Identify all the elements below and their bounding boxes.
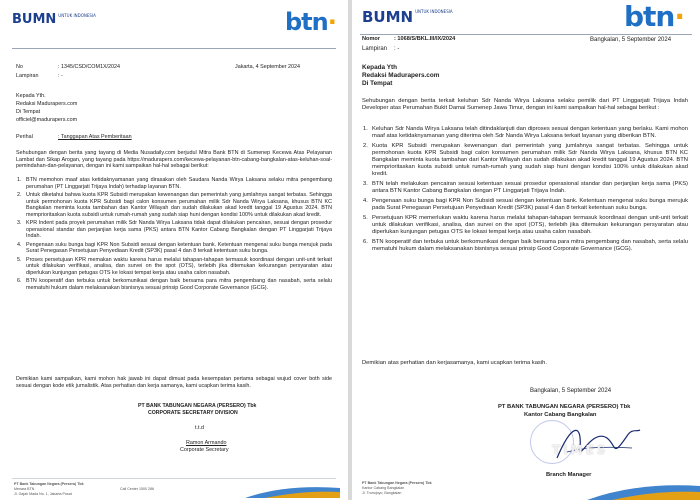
footer-branch: Kantor Cabang Bangkalan: [362, 486, 405, 490]
footer-wave-graphic: [587, 478, 700, 500]
lampiran-label: Lampiran: [16, 73, 39, 79]
recipient-place: Di Tempat: [362, 80, 393, 87]
footer-building: Menara BTN: [14, 487, 35, 491]
letter-date: Bangkalan, 5 September 2024: [590, 37, 672, 43]
nomor-label: Nomor: [362, 36, 381, 42]
signer-title: Corporate Secretary: [180, 447, 229, 453]
nomor-value: : 1068/S/BKL.III/IX/2024: [394, 36, 456, 42]
list-item: 2. Kuota KPR Subsidi merupakan kewenangan dari pemerintah yang jumlahnya sangat terbatas. Sehingga untuk permohonan kuota KPR Subsidi bagi calon konsumen perumahan milik Sdr Nanda Wirya Laksana, khusus BTN KC Bangkalan meminta kuota tambahan dari Kantor Wilayah dan sudah dilakukan akad kredit tanggal 19 Agustus 2024. BTN memprioritaskan kuota subsidi untuk rumah-rumah yang sudah siap huni dengan kondisi 100% untuk dilakukan akad kredit.: [363, 143, 688, 177]
bumn-logo: BUMN UNTUK INDONESIA: [12, 12, 96, 27]
kepada: Kepada Yth.: [16, 93, 46, 99]
kepada: Kepada Yth: [362, 64, 398, 71]
closing-paragraph: Demikian kami sampaikan, kami mohon hak jawab ini dapat dimuat pada kesempatan pertama sebagai wujud cover both side sesuai dengan kode etik jurnalistik. Atas perhatian dan kerja samanya, kami ucapkan terima kasih.: [16, 376, 332, 389]
list-item: 5. Proses persetujuan KPR memakan waktu karena harus melalui tahapan-tahapan termasuk koordinasi dengan unit-unit terkait untuk dilakukan verifikasi, analisa, dan survei on the spot (OTS), terlebih jika ditemukan kekurangan persyaratan atau diperlukan kunjungan petugas OTS ke lokasi tempat kerja atau usaha calon nasabah.: [17, 256, 332, 276]
list-item: 6. BTN kooperatif dan terbuka untuk berkomunikasi dengan baik bersama para mitra pengembang dan nasabah, serta selalu mematuhi hukum dalam melaksanakan bisnisnya sesuai prinsip Good Corporate Governance (GCG).: [17, 278, 332, 291]
footer-address: Jl. Trunojoyo, Bangkalan: [362, 491, 402, 495]
header-rule: [360, 34, 692, 35]
footer-wave-graphic: [245, 480, 340, 498]
points-list: [363, 126, 688, 256]
letter-date: Jakarta, 4 September 2024: [235, 64, 301, 70]
division-name: CORPORATE SECRETARY DIVISION: [148, 410, 238, 416]
signer-title: Branch Manager: [546, 472, 592, 478]
sign-date: Bangkalan, 5 September 2024: [530, 388, 612, 394]
lampiran-value: : -: [394, 46, 400, 52]
btn-logo: btn·: [285, 8, 336, 36]
company-name: PT BANK TABUNGAN NEGARA (PERSERO) Tbk: [138, 403, 257, 409]
ttd: t.t.d: [195, 425, 204, 431]
closing-paragraph: Demikian atas perhatian dan kerjasamanya, kami ucapkan terima kasih.: [362, 360, 547, 366]
perihal-value: : Tanggapan Atas Pemberitaan: [58, 134, 132, 140]
recipient-email: officiel@madurapers.com: [16, 117, 78, 123]
nomor-label: No: [16, 64, 23, 70]
signer-name: Ramon Armando: [186, 440, 227, 446]
letter-right: [352, 0, 700, 500]
lampiran-value: : -: [58, 73, 63, 79]
list-item: 1. BTN memohon maaf atas ketidaknyamanan yang dirasakan oleh Saudara Nanda Wirya Laksana selaku mitra pengembang perumahan (PT Linggarjati Trijaya Indah) terhadap layanan BTN.: [17, 177, 332, 190]
perihal-label: Perihal: [16, 134, 33, 140]
header-rule: [12, 48, 336, 49]
company-name: PT BANK TABUNGAN NEGARA (PERSERO) Tbk: [498, 404, 631, 410]
footer-company: PT Bank Tabungan Negara (Persero) Tbk: [362, 481, 432, 485]
list-item: 2. Untuk diketahui bahwa kuota KPR Subsidi merupakan kewenangan dan pemerintah yang jumlahnya sangat terbatas. Sehingga untuk permohonan kuota KPR Subsidi bagi calon konsumen perumahan milik Sdr Nanda Wirya Laksana, khusus BTN KC Bangkalan meminta kuota tambahan dan Kantor Wilayah dan sudah dilakukan akad kredit tanggal 19 Agustus 2024. BTN memprioritaskan kuota subsidi untuk rumah-rumah yang sudah siap huni dengan kondisi 100% untuk dilakukan akad kredit.: [17, 192, 332, 218]
list-item: 4. Pengenaan suku bunga bagi KPR Non Subsidi sesuai dengan ketentuan bank. Ketentuan mengenai suku bunga merujuk pada Surat Penegasan Persetujuan Penyediaan Kredit (SP3K) pasal 4 dan 8 terkait ketentuan suku bunga.: [17, 241, 332, 254]
footer-callcenter: Call Center 1500 286: [120, 487, 154, 491]
lampiran-label: Lampiran: [362, 46, 388, 52]
list-item: 3. KPR Indent pada proyek perumahan milik Sdr Nanda Wirya Laksana tidak dapat dilakukan pencairan, sesuai dengan prosedur operasional standar dan perjanjian kerja sama (PKS) antara BTN Kantor Cabang Bangkalan dengan PT Linggarjati Trijaya Indah.: [17, 220, 332, 239]
btn-logo: btn·: [624, 0, 685, 33]
intro-paragraph: Sehubungan dengan berita yang tayang di Media Nusadaily.com berjudul Mitra Bank BTN di Sumenep Kecewa Atas Pelayanan Lambat dan Sikap Arogan, yang tayang pada https://madurapers.com/kecewa-pelayanan-btn-cabang-bangkalan-atas-keluhan-soal-pemindahan-dan-pelayanan, dengan ini kami sampaikan hal-hal sebagai berikut:: [16, 150, 332, 169]
footer-address: Jl. Gajah Mada No. 1, Jakarta Pusat: [14, 492, 72, 496]
letter-left: [0, 0, 348, 500]
intro-paragraph: Sehubungan dengan berita terkait keluhan Sdr Nanda Wirya Laksana selaku pemilik dari PT Linggarjati Trijaya Indah Developer atas Perumahan Bukit Damai Sumenep Jawa Timur, dengan ini kami sampaikan hal-hal sebagai berikut :: [362, 98, 688, 111]
points-list: [17, 177, 332, 293]
list-item: 6. BTN kooperatif dan terbuka untuk berkomunikasi dengan baik bersama para mitra pengembang dan nasabah, serta selalu mematuhi hukum dalam melaksanakan bisnisnya sesuai prinsip Good Corporate Governance (GCG).: [363, 239, 688, 252]
recipient-place: Di Tempat: [16, 109, 41, 115]
recipient: Redaksi Madurapers.com: [362, 72, 440, 79]
nomor-value: : 1345/CSD/COM1X/2024: [58, 64, 121, 70]
recipient: Redaksi Madurapers.com: [16, 101, 78, 107]
footer-rule: [12, 478, 336, 479]
list-item: 3. BTN telah melakukan pencairan sesuai ketentuan sesuai prosedur operasional standar dan perjanjian kerja sama (PKS) antara BTN Kantor Cabang Bangkalan dengan PT Linggarjati Trijaya Indah.: [363, 181, 688, 194]
footer-company: PT Bank Tabungan Negara (Persero) Tbk: [14, 482, 84, 486]
footer-left: [0, 478, 348, 500]
list-item: 5. Persetujuan KPR memerlukan waktu karena harus melalui tahapan-tahapan termasuk koordinasi dengan unit-unit terkait untuk dilakukan verifikasi, analisa, dan survei on the spot (OTS), terlebih jika ditemukan kekurangan persyaratan atau diperlukan kunjungan petugas OTS ke lokasi tempat kerja atau usaha calon nasabah.: [363, 215, 688, 235]
bumn-logo: BUMN UNTUK INDONESIA: [362, 8, 453, 26]
list-item: 1. Keluhan Sdr Nanda Wirya Laksana telah ditindaklanjuti dan diproses sesuai dengan ketentuan yang berlaku. Kami mohon maaf atas ketidaknyamanan yang diterima oleh Sdr Nanda Wirya Laksana terkait layanan yang diberikan BTN.: [363, 126, 688, 139]
list-item: 4. Pengenaan suku bunga bagi KPR Non Subsidi sesuai dengan ketentuan bank. Ketentuan mengenai suku bunga merujuk pada Surat Penegasan Persetujuan Penyediaan Kredit (SP3K) pasal 4 dan 8 terkait ketentuan suku bunga.: [363, 198, 688, 211]
branch-name: Kantor Cabang Bangkalan: [524, 412, 597, 418]
times-watermark: TIMES: [552, 443, 609, 457]
footer-right: [352, 478, 700, 500]
letterhead-left: [0, 0, 348, 46]
